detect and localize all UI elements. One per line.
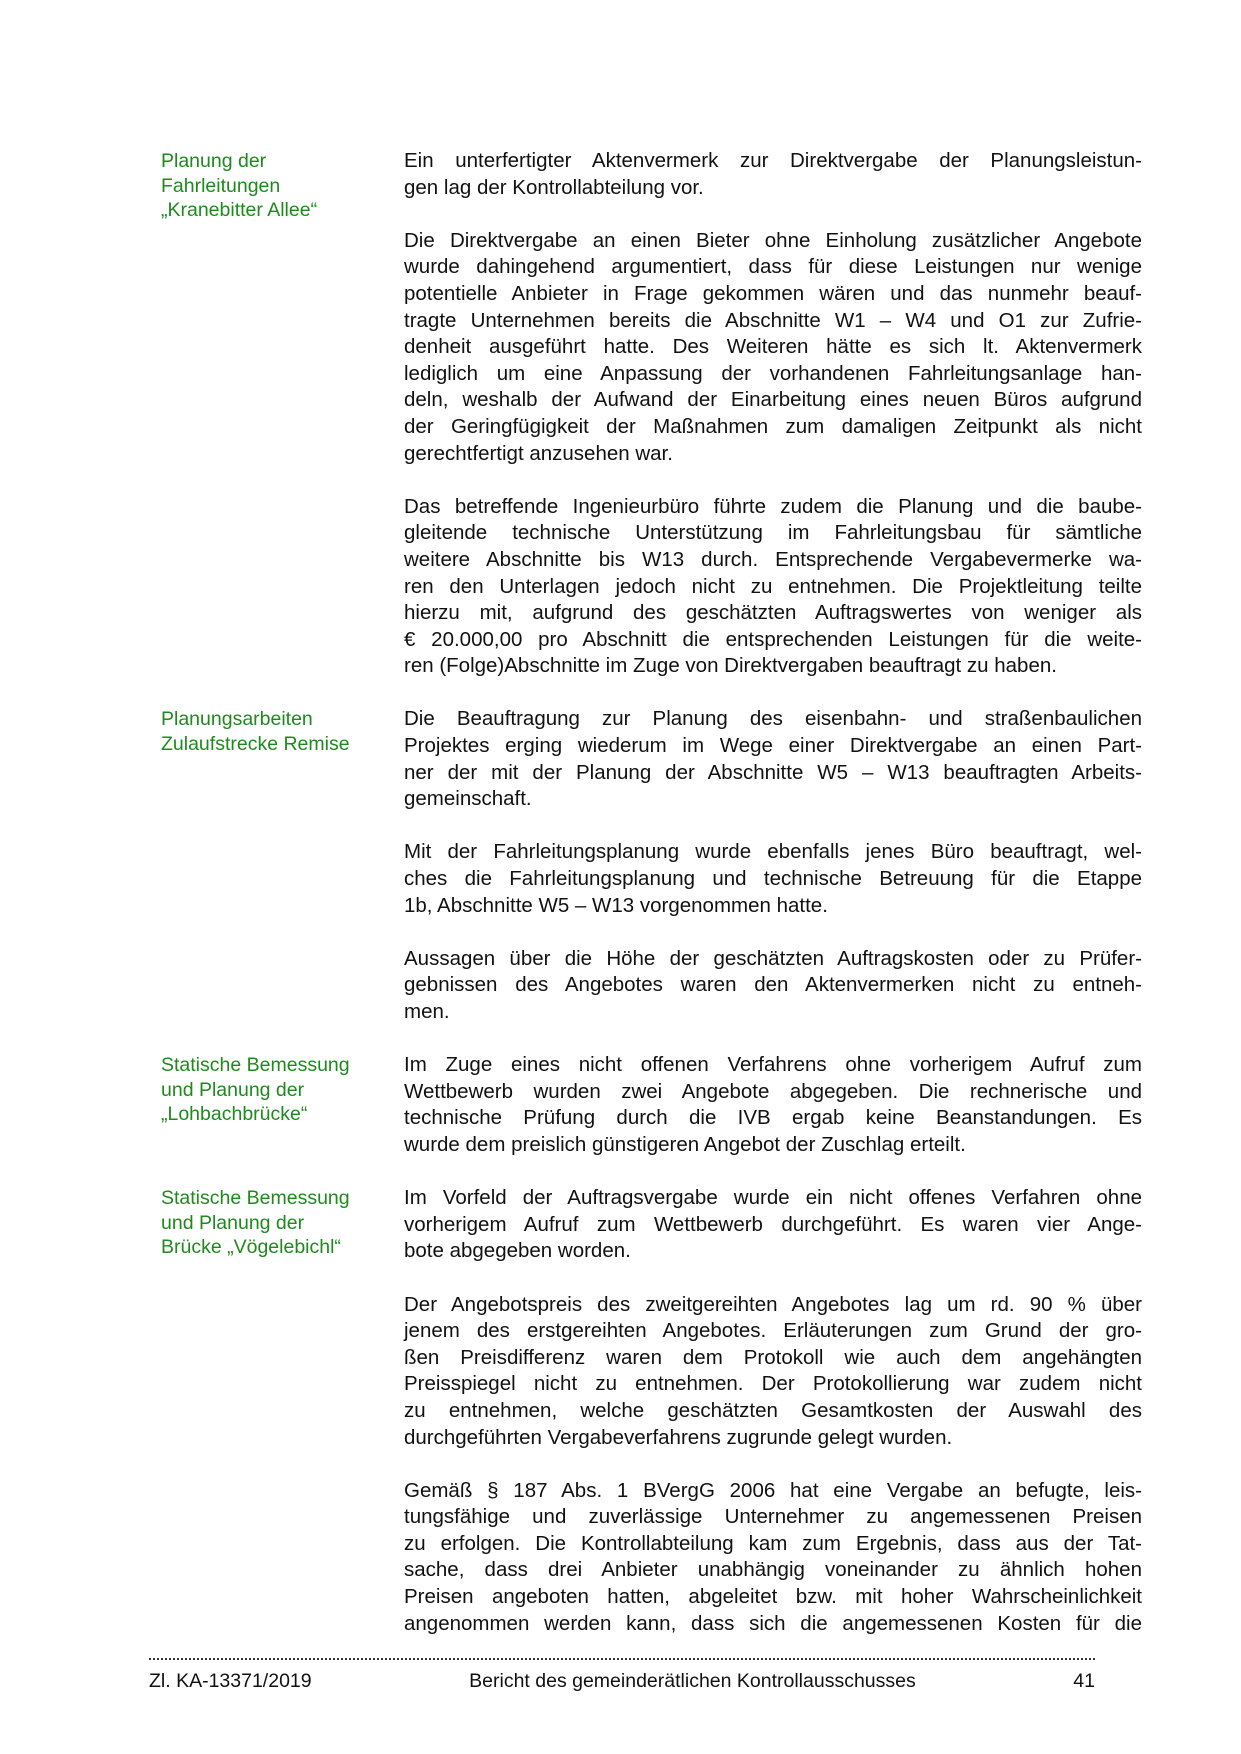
section (161, 1185, 1142, 1664)
text-line: ren den Unterlagen jedoch nicht zu entnehmen. Die Projektleitung teilte (404, 574, 1142, 598)
margin-note (161, 1052, 404, 1185)
text-line: Die Direktvergabe an einen Bieter ohne Einholung zusätzlicher Angebote (404, 228, 1142, 252)
paragraph (404, 706, 1142, 812)
text-line: deln, weshalb der Aufwand der Einarbeitung eines neuen Büros aufgrund (404, 388, 1142, 412)
text-line: Projektes erging wiederum im Wege einer Direktvergabe an einen Part- (404, 734, 1142, 758)
text-line: sache, dass drei Anbieter unabhängig voneinander zu ähnlich hohen (404, 1558, 1142, 1582)
text-line: vorherigem Aufruf zum Wettbewerb durchgeführt. Es waren vier Ange- (404, 1212, 1142, 1236)
text-line: Die Beauftragung zur Planung des eisenbahn- und straßenbaulichen (404, 707, 1142, 731)
text-line: angenommen werden kann, dass sich die angemessenen Kosten für die (404, 1611, 1142, 1635)
text-line: Preisspiegel nicht zu entnehmen. Der Protokollierung war zudem nicht (404, 1372, 1142, 1396)
document-reference: Zl. KA-13371/2019 (149, 1670, 312, 1692)
footer-divider (149, 1658, 1095, 1660)
text-line: Mit der Fahrleitungsplanung wurde ebenfalls jenes Büro beauftragt, wel- (404, 840, 1142, 864)
margin-note-line: Planungsarbeiten (161, 708, 313, 731)
margin-note (161, 1185, 404, 1664)
text-line: Ein unterfertigter Aktenvermerk zur Direktvergabe der Planungsleistun- (404, 149, 1142, 172)
text-line: ner der mit der Planung der Abschnitte W5 – W13 beauftragten Arbeits- (404, 760, 1142, 784)
paragraph (404, 1052, 1142, 1158)
text-line: durchgeführten Vergabeverfahrens zugrunde gelegt wurden. (404, 1425, 953, 1449)
text-line: Der Angebotspreis des zweitgereihten Angebotes lag um rd. 90 % über (404, 1292, 1142, 1316)
text-line: technische Prüfung durch die IVB ergab keine Beanstandungen. Es (404, 1106, 1142, 1130)
paragraph (404, 1478, 1142, 1638)
text-line: potentielle Anbieter in Frage gekommen wären und das nunmehr beauf- (404, 281, 1142, 305)
page-body (161, 148, 1142, 1664)
section-text (404, 706, 1142, 1052)
text-line: Im Zuge eines nicht offenen Verfahrens ohne vorherigem Aufruf zum (404, 1053, 1142, 1077)
text-line: zu erfolgen. Die Kontrollabteilung kam zum Ergebnis, dass aus der Tat- (404, 1531, 1142, 1555)
text-line: ßen Preisdifferenz waren dem Protokoll wie auch dem angehängten (404, 1345, 1142, 1369)
margin-note-line: Fahrleitungen (161, 174, 281, 197)
text-line: tungsfähige und zuverlässige Unternehmer zu angemessenen Preisen (404, 1505, 1142, 1529)
margin-note-line: und Planung der (161, 1211, 305, 1234)
text-line: Gemäß § 187 Abs. 1 BVergG 2006 hat eine Vergabe an befugte, leis- (404, 1478, 1142, 1502)
page-footer (149, 1670, 1095, 1693)
section-text (404, 1185, 1142, 1664)
report-title: Bericht des gemeinderätlichen Kontrollausschusses (469, 1670, 916, 1692)
text-line: gen lag der Kontrollabteilung vor. (404, 175, 704, 199)
section (161, 148, 1142, 706)
text-line: men. (404, 1000, 450, 1023)
section-text (404, 1052, 1142, 1185)
text-line: wurde dahingehend argumentiert, dass für diese Leistungen nur wenige (404, 255, 1142, 279)
text-line: bote abgegeben worden. (404, 1239, 631, 1263)
margin-note-line: Planung der (161, 150, 267, 172)
text-line: tragte Unternehmen bereits die Abschnitte W1 – W4 und O1 zur Zufrie- (404, 308, 1142, 332)
margin-note-line: „Kranebitter Allee“ (161, 199, 318, 221)
text-line: hierzu mit, aufgrund des geschätzten Auftragswertes von weniger als (404, 601, 1142, 625)
text-line: € 20.000,00 pro Abschnitt die entsprechenden Leistungen für die weite- (404, 627, 1142, 651)
margin-note-line: Statische Bemessung (161, 1187, 350, 1210)
section (161, 706, 1142, 1052)
section (161, 1052, 1142, 1185)
text-line: lediglich um eine Anpassung der vorhandenen Fahrleitungsanlage han- (404, 361, 1142, 385)
paragraph (404, 1292, 1142, 1452)
paragraph (404, 1185, 1142, 1265)
page-number: 41 (1073, 1670, 1095, 1692)
paragraph (404, 494, 1142, 680)
text-line: zu entnehmen, welche geschätzten Gesamtkosten der Auswahl des (404, 1398, 1142, 1422)
margin-note (161, 706, 404, 1052)
paragraph (404, 946, 1142, 1026)
margin-note-line: Brücke „Vögelebichl“ (161, 1236, 341, 1259)
text-line: weitere Abschnitte bis W13 durch. Entsprechende Vergabevermerke wa- (404, 547, 1142, 571)
paragraph (404, 839, 1142, 919)
text-line: Preisen angeboten hatten, abgeleitet bzw. mit hoher Wahrscheinlichkeit (404, 1585, 1142, 1609)
text-line: Das betreffende Ingenieurbüro führte zudem die Planung und die baube- (404, 494, 1142, 518)
text-line: Aussagen über die Höhe der geschätzten Auftragskosten oder zu Prüfer- (404, 946, 1142, 970)
paragraph (404, 228, 1142, 467)
text-line: gleitende technische Unterstützung im Fahrleitungsbau für sämtliche (404, 521, 1142, 545)
margin-note-line: und Planung der (161, 1078, 305, 1101)
margin-note (161, 148, 404, 706)
text-line: der Geringfügigkeit der Maßnahmen zum damaligen Zeitpunkt als nicht (404, 414, 1142, 438)
text-line: gemeinschaft. (404, 787, 532, 811)
text-line: 1b, Abschnitte W5 – W13 vorgenommen hatte. (404, 893, 828, 917)
paragraph (404, 148, 1142, 201)
section-text (404, 148, 1142, 706)
text-line: ren (Folge)Abschnitte im Zuge von Direktvergaben beauftragt zu haben. (404, 654, 1057, 678)
margin-note-line: „Lohbachbrücke“ (161, 1103, 308, 1126)
margin-note-line: Zulaufstrecke Remise (161, 732, 350, 755)
text-line: gebnissen des Angebotes waren den Aktenvermerken nicht zu entneh- (404, 973, 1142, 997)
text-line: Wettbewerb wurden zwei Angebote abgegeben. Die rechnerische und (404, 1079, 1142, 1103)
text-line: ches die Fahrleitungsplanung und technische Betreuung für die Etappe (404, 867, 1142, 891)
text-line: jenem des erstgereihten Angebotes. Erläuterungen zum Grund der gro- (404, 1319, 1142, 1343)
text-line: gerechtfertigt anzusehen war. (404, 441, 673, 465)
text-line: denheit ausgeführt hatte. Des Weiteren hätte es sich lt. Aktenvermerk (404, 335, 1142, 359)
margin-note-line: Statische Bemessung (161, 1054, 350, 1077)
text-line: Im Vorfeld der Auftragsvergabe wurde ein nicht offenes Verfahren ohne (404, 1186, 1142, 1210)
text-line: wurde dem preislich günstigeren Angebot der Zuschlag erteilt. (404, 1132, 966, 1156)
